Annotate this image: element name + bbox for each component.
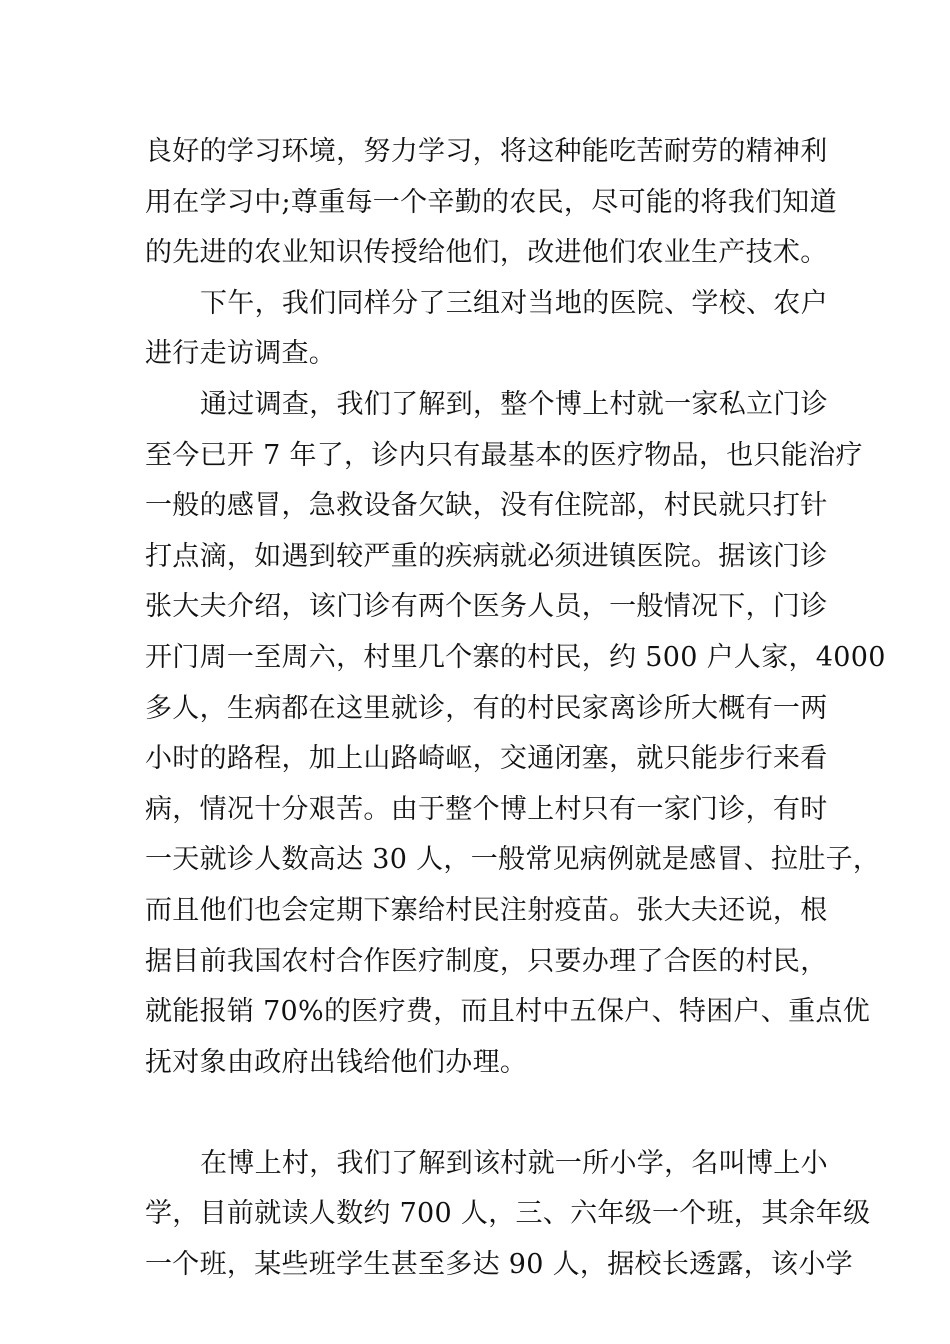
text-line: 抚对象由政府出钱给他们办理。 xyxy=(145,1046,528,1078)
text-line: 进行走访调查。 xyxy=(145,338,337,370)
text-line: 用在学习中;尊重每一个辛勤的农民，尽可能的将我们知道 xyxy=(145,186,837,218)
paragraph-4 xyxy=(145,1139,871,1291)
text-line: 良好的学习环境，努力学习，将这种能吃苦耐劳的精神利 xyxy=(145,136,828,167)
text-line: 下午，我们同样分了三组对当地的医院、学校、农户 xyxy=(200,287,828,319)
text-line xyxy=(145,1088,825,1139)
text-line: 而且他们也会定期下寨给村民注射疫苗。张大夫还说，根 xyxy=(145,894,828,926)
text-line: 一天就诊人数高达 30 人，一般常见病例就是感冒、拉肚子， xyxy=(145,844,881,876)
paragraph-1 xyxy=(145,127,837,279)
text-line: 在博上村，我们了解到该村就一所小学，名叫博上小 xyxy=(200,1147,828,1179)
text-line: 据目前我国农村合作医疗制度，只要办理了合医的村民， xyxy=(145,945,828,977)
text-line: 病，情况十分艰苦。由于整个博上村只有一家门诊，有时 xyxy=(145,793,828,825)
text-line: 一个班，某些班学生甚至多达 90 人，据校长透露，该小学 xyxy=(145,1249,853,1281)
paragraph-3 xyxy=(145,380,886,1139)
text-line: 张大夫介绍，该门诊有两个医务人员，一般情况下，门诊 xyxy=(145,591,828,623)
text-line: 就能报销 70%的医疗费，而且村中五保户、特困户、重点优 xyxy=(145,996,870,1028)
text-line: 小时的路程，加上山路崎岖，交通闭塞，就只能步行来看 xyxy=(145,743,828,775)
text-line: 多人，生病都在这里就诊，有的村民家离诊所大概有一两 xyxy=(145,692,828,724)
paragraph-2 xyxy=(145,279,828,380)
text-line: 至今已开 7 年了，诊内只有最基本的医疗物品，也只能治疗 xyxy=(145,439,863,471)
body-text xyxy=(145,127,886,1291)
text-line: 学，目前就读人数约 700 人，三、六年级一个班，其余年级 xyxy=(145,1198,871,1230)
text-line: 一般的感冒，急救设备欠缺，没有住院部，村民就只打针 xyxy=(145,490,828,522)
text-line: 通过调查，我们了解到，整个博上村就一家私立门诊 xyxy=(200,388,828,420)
text-line: 打点滴，如遇到较严重的疾病就必须进镇医院。据该门诊 xyxy=(145,540,828,572)
text-line: 的先进的农业知识传授给他们，改进他们农业生产技术。 xyxy=(145,237,828,269)
text-line: 开门周一至周六，村里几个寨的村民，约 500 户人家，4000 xyxy=(145,641,886,673)
